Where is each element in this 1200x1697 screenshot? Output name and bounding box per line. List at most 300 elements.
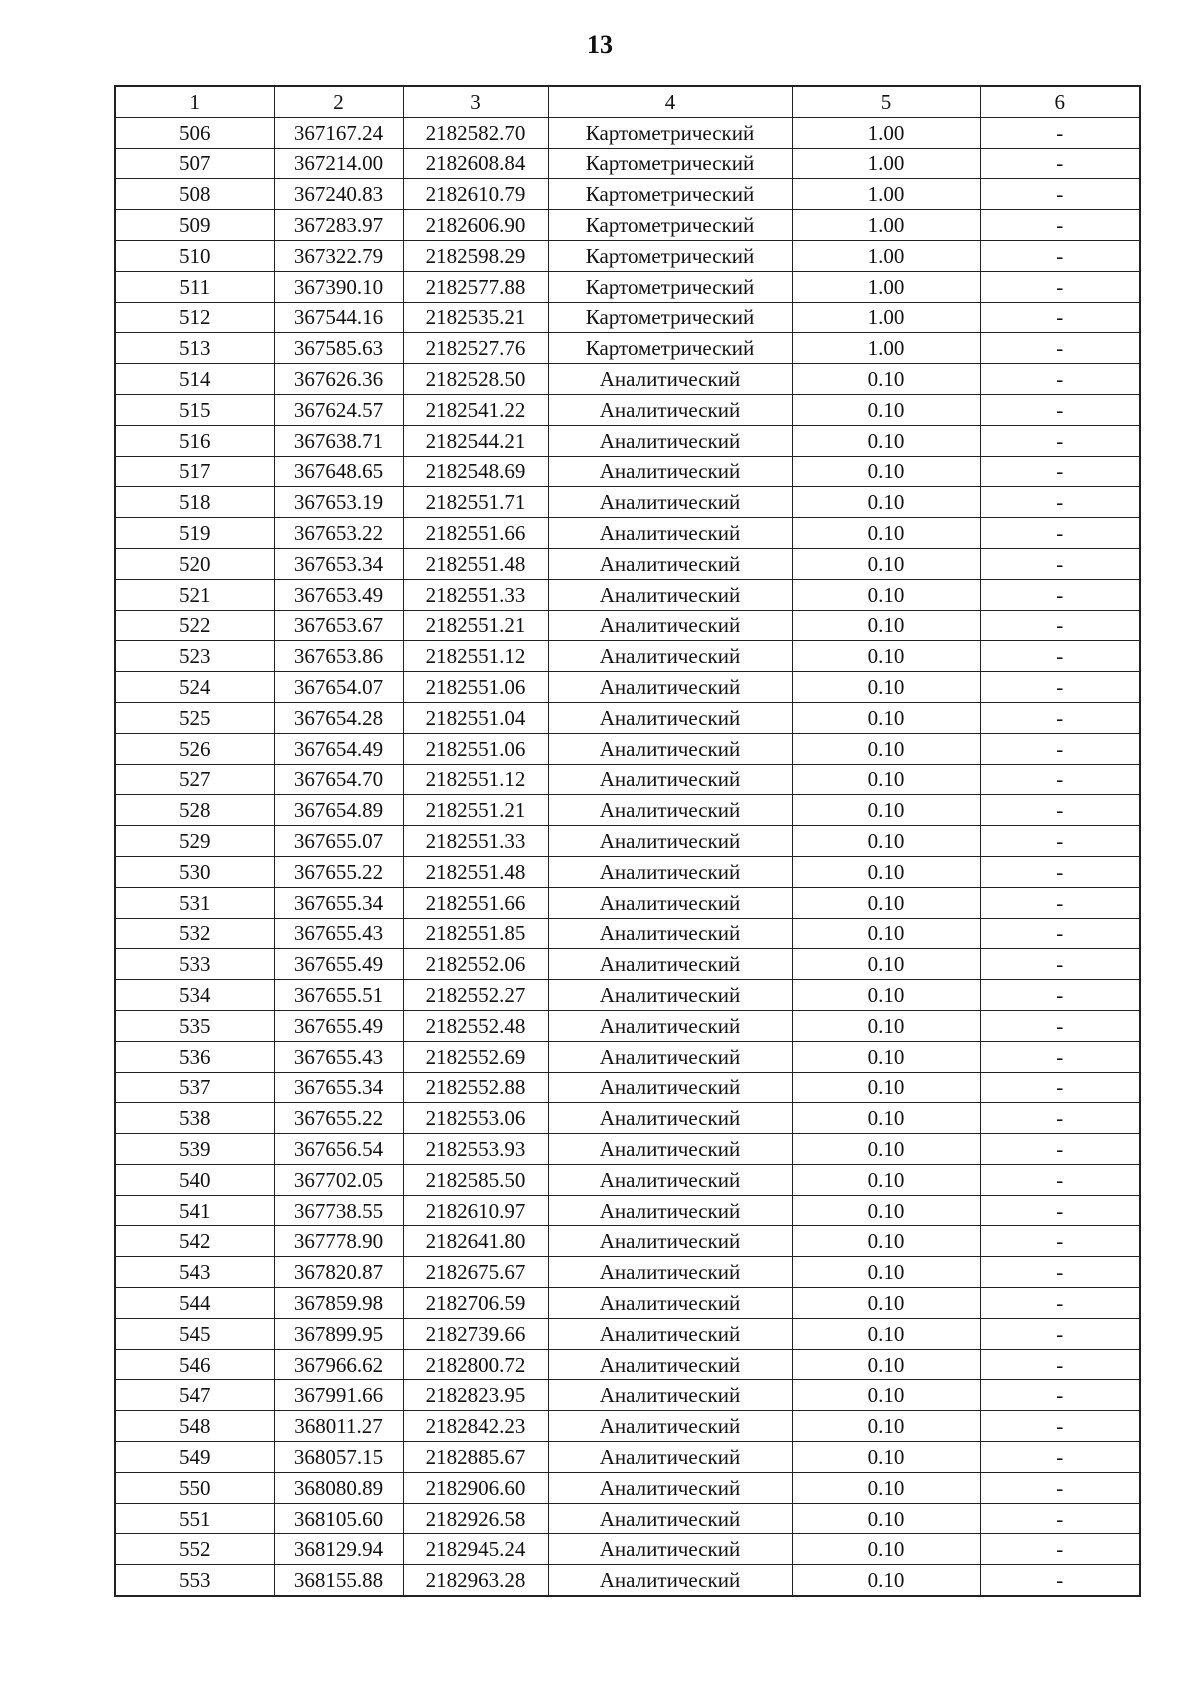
method-cell: Аналитический [548,949,792,980]
note-cell: - [980,1503,1140,1534]
accuracy-cell: 0.10 [792,1534,980,1565]
x-coordinate-cell: 367654.49 [274,733,403,764]
table-row [115,487,1140,518]
method-cell: Аналитический [548,487,792,518]
method-cell: Аналитический [548,1380,792,1411]
method-cell: Аналитический [548,456,792,487]
x-coordinate-cell: 367655.43 [274,918,403,949]
x-coordinate-cell: 367655.43 [274,1041,403,1072]
note-cell: - [980,117,1140,148]
x-coordinate-cell: 367991.66 [274,1380,403,1411]
y-coordinate-cell: 2182675.67 [403,1257,548,1288]
x-coordinate-cell: 367648.65 [274,456,403,487]
method-cell: Аналитический [548,1472,792,1503]
note-cell: - [980,425,1140,456]
point-number-cell: 529 [115,826,274,857]
x-coordinate-cell: 368129.94 [274,1534,403,1565]
method-cell: Аналитический [548,394,792,425]
point-number-cell: 542 [115,1226,274,1257]
accuracy-cell: 0.10 [792,1318,980,1349]
x-coordinate-cell: 367240.83 [274,179,403,210]
method-cell: Аналитический [548,1503,792,1534]
point-number-cell: 516 [115,425,274,456]
point-number-cell: 537 [115,1072,274,1103]
header-cell: 3 [403,86,548,117]
x-coordinate-cell: 367655.34 [274,1072,403,1103]
table-row [115,887,1140,918]
accuracy-cell: 0.10 [792,364,980,395]
table-row [115,117,1140,148]
accuracy-cell: 0.10 [792,641,980,672]
accuracy-cell: 0.10 [792,610,980,641]
y-coordinate-cell: 2182551.12 [403,764,548,795]
accuracy-cell: 1.00 [792,117,980,148]
y-coordinate-cell: 2182551.33 [403,579,548,610]
note-cell: - [980,826,1140,857]
note-cell: - [980,487,1140,518]
header-row [115,86,1140,117]
note-cell: - [980,1534,1140,1565]
y-coordinate-cell: 2182551.48 [403,856,548,887]
y-coordinate-cell: 2182963.28 [403,1565,548,1596]
table-row [115,1288,1140,1319]
point-number-cell: 536 [115,1041,274,1072]
table-row [115,394,1140,425]
method-cell: Аналитический [548,856,792,887]
header-cell: 2 [274,86,403,117]
accuracy-cell: 0.10 [792,1472,980,1503]
x-coordinate-cell: 367322.79 [274,240,403,271]
y-coordinate-cell: 2182885.67 [403,1442,548,1473]
y-coordinate-cell: 2182608.84 [403,148,548,179]
header-cell: 4 [548,86,792,117]
table-row [115,210,1140,241]
table-row [115,795,1140,826]
accuracy-cell: 0.10 [792,918,980,949]
table-row [115,240,1140,271]
accuracy-cell: 0.10 [792,425,980,456]
x-coordinate-cell: 367655.34 [274,887,403,918]
point-number-cell: 522 [115,610,274,641]
x-coordinate-cell: 368155.88 [274,1565,403,1596]
header-cell: 1 [115,86,274,117]
accuracy-cell: 0.10 [792,456,980,487]
note-cell: - [980,148,1140,179]
note-cell: - [980,1472,1140,1503]
x-coordinate-cell: 367654.07 [274,672,403,703]
accuracy-cell: 1.00 [792,179,980,210]
method-cell: Аналитический [548,826,792,857]
point-number-cell: 531 [115,887,274,918]
x-coordinate-cell: 367702.05 [274,1164,403,1195]
x-coordinate-cell: 367655.49 [274,1010,403,1041]
table-row [115,1164,1140,1195]
table-body [115,117,1140,1596]
table-row [115,1411,1140,1442]
note-cell: - [980,1072,1140,1103]
y-coordinate-cell: 2182551.21 [403,610,548,641]
x-coordinate-cell: 367653.34 [274,548,403,579]
note-cell: - [980,333,1140,364]
method-cell: Аналитический [548,1349,792,1380]
accuracy-cell: 0.10 [792,579,980,610]
accuracy-cell: 0.10 [792,1380,980,1411]
method-cell: Аналитический [548,364,792,395]
note-cell: - [980,1349,1140,1380]
table-row [115,1565,1140,1596]
method-cell: Аналитический [548,702,792,733]
table-row [115,826,1140,857]
x-coordinate-cell: 367585.63 [274,333,403,364]
accuracy-cell: 1.00 [792,271,980,302]
y-coordinate-cell: 2182541.22 [403,394,548,425]
y-coordinate-cell: 2182551.12 [403,641,548,672]
y-coordinate-cell: 2182552.27 [403,980,548,1011]
accuracy-cell: 0.10 [792,764,980,795]
x-coordinate-cell: 367778.90 [274,1226,403,1257]
y-coordinate-cell: 2182610.79 [403,179,548,210]
y-coordinate-cell: 2182551.06 [403,733,548,764]
note-cell: - [980,456,1140,487]
x-coordinate-cell: 367859.98 [274,1288,403,1319]
x-coordinate-cell: 367899.95 [274,1318,403,1349]
y-coordinate-cell: 2182553.93 [403,1134,548,1165]
method-cell: Картометрический [548,271,792,302]
x-coordinate-cell: 367654.70 [274,764,403,795]
x-coordinate-cell: 367390.10 [274,271,403,302]
y-coordinate-cell: 2182823.95 [403,1380,548,1411]
method-cell: Аналитический [548,672,792,703]
x-coordinate-cell: 367655.51 [274,980,403,1011]
point-number-cell: 510 [115,240,274,271]
accuracy-cell: 0.10 [792,949,980,980]
accuracy-cell: 0.10 [792,1072,980,1103]
point-number-cell: 545 [115,1318,274,1349]
x-coordinate-cell: 367653.22 [274,518,403,549]
note-cell: - [980,672,1140,703]
y-coordinate-cell: 2182553.06 [403,1103,548,1134]
x-coordinate-cell: 368011.27 [274,1411,403,1442]
y-coordinate-cell: 2182551.66 [403,518,548,549]
table-row [115,918,1140,949]
accuracy-cell: 0.10 [792,826,980,857]
y-coordinate-cell: 2182544.21 [403,425,548,456]
y-coordinate-cell: 2182552.06 [403,949,548,980]
x-coordinate-cell: 367214.00 [274,148,403,179]
point-number-cell: 515 [115,394,274,425]
accuracy-cell: 0.10 [792,887,980,918]
point-number-cell: 548 [115,1411,274,1442]
accuracy-cell: 0.10 [792,1134,980,1165]
x-coordinate-cell: 367653.49 [274,579,403,610]
table-row [115,548,1140,579]
point-number-cell: 530 [115,856,274,887]
accuracy-cell: 1.00 [792,240,980,271]
note-cell: - [980,1565,1140,1596]
page-number: 13 [587,30,613,59]
point-number-cell: 541 [115,1195,274,1226]
method-cell: Аналитический [548,641,792,672]
note-cell: - [980,1195,1140,1226]
note-cell: - [980,1134,1140,1165]
note-cell: - [980,918,1140,949]
point-number-cell: 546 [115,1349,274,1380]
accuracy-cell: 0.10 [792,518,980,549]
table-row [115,456,1140,487]
method-cell: Аналитический [548,610,792,641]
method-cell: Аналитический [548,1257,792,1288]
point-number-cell: 553 [115,1565,274,1596]
point-number-cell: 550 [115,1472,274,1503]
y-coordinate-cell: 2182551.21 [403,795,548,826]
table-row [115,1226,1140,1257]
note-cell: - [980,1380,1140,1411]
accuracy-cell: 0.10 [792,980,980,1011]
y-coordinate-cell: 2182552.69 [403,1041,548,1072]
note-cell: - [980,302,1140,333]
note-cell: - [980,1442,1140,1473]
point-number-cell: 511 [115,271,274,302]
accuracy-cell: 1.00 [792,302,980,333]
y-coordinate-cell: 2182527.76 [403,333,548,364]
point-number-cell: 518 [115,487,274,518]
y-coordinate-cell: 2182551.71 [403,487,548,518]
table-row [115,733,1140,764]
method-cell: Аналитический [548,795,792,826]
accuracy-cell: 0.10 [792,1503,980,1534]
accuracy-cell: 0.10 [792,702,980,733]
method-cell: Аналитический [548,918,792,949]
table-row [115,1103,1140,1134]
accuracy-cell: 0.10 [792,1010,980,1041]
y-coordinate-cell: 2182577.88 [403,271,548,302]
accuracy-cell: 0.10 [792,795,980,826]
method-cell: Аналитический [548,1134,792,1165]
accuracy-cell: 0.10 [792,1565,980,1596]
y-coordinate-cell: 2182906.60 [403,1472,548,1503]
x-coordinate-cell: 367654.89 [274,795,403,826]
x-coordinate-cell: 367655.22 [274,1103,403,1134]
note-cell: - [980,579,1140,610]
note-cell: - [980,764,1140,795]
x-coordinate-cell: 367655.22 [274,856,403,887]
note-cell: - [980,364,1140,395]
note-cell: - [980,887,1140,918]
note-cell: - [980,394,1140,425]
method-cell: Аналитический [548,1010,792,1041]
x-coordinate-cell: 368057.15 [274,1442,403,1473]
table-row [115,333,1140,364]
point-number-cell: 539 [115,1134,274,1165]
point-number-cell: 514 [115,364,274,395]
y-coordinate-cell: 2182606.90 [403,210,548,241]
point-number-cell: 538 [115,1103,274,1134]
table-row [115,271,1140,302]
table-row [115,1195,1140,1226]
y-coordinate-cell: 2182598.29 [403,240,548,271]
accuracy-cell: 0.10 [792,1195,980,1226]
note-cell: - [980,240,1140,271]
note-cell: - [980,1041,1140,1072]
x-coordinate-cell: 367626.36 [274,364,403,395]
y-coordinate-cell: 2182945.24 [403,1534,548,1565]
note-cell: - [980,210,1140,241]
note-cell: - [980,702,1140,733]
table-row [115,1442,1140,1473]
table-row [115,856,1140,887]
method-cell: Аналитический [548,548,792,579]
note-cell: - [980,641,1140,672]
table-row [115,1534,1140,1565]
method-cell: Аналитический [548,980,792,1011]
x-coordinate-cell: 367738.55 [274,1195,403,1226]
point-number-cell: 533 [115,949,274,980]
x-coordinate-cell: 368080.89 [274,1472,403,1503]
y-coordinate-cell: 2182739.66 [403,1318,548,1349]
method-cell: Аналитический [548,1411,792,1442]
point-number-cell: 512 [115,302,274,333]
x-coordinate-cell: 367624.57 [274,394,403,425]
table-row [115,1318,1140,1349]
method-cell: Картометрический [548,179,792,210]
point-number-cell: 552 [115,1534,274,1565]
point-number-cell: 526 [115,733,274,764]
x-coordinate-cell: 367655.49 [274,949,403,980]
accuracy-cell: 1.00 [792,148,980,179]
accuracy-cell: 0.10 [792,548,980,579]
x-coordinate-cell: 367656.54 [274,1134,403,1165]
method-cell: Аналитический [548,425,792,456]
table-row [115,148,1140,179]
point-number-cell: 519 [115,518,274,549]
y-coordinate-cell: 2182706.59 [403,1288,548,1319]
x-coordinate-cell: 367820.87 [274,1257,403,1288]
accuracy-cell: 0.10 [792,487,980,518]
table-row [115,1041,1140,1072]
point-number-cell: 507 [115,148,274,179]
y-coordinate-cell: 2182535.21 [403,302,548,333]
x-coordinate-cell: 367653.67 [274,610,403,641]
accuracy-cell: 0.10 [792,856,980,887]
y-coordinate-cell: 2182551.48 [403,548,548,579]
method-cell: Аналитический [548,1442,792,1473]
method-cell: Картометрический [548,333,792,364]
note-cell: - [980,1257,1140,1288]
table-row [115,764,1140,795]
table-row [115,518,1140,549]
table-row [115,179,1140,210]
note-cell: - [980,271,1140,302]
accuracy-cell: 0.10 [792,1442,980,1473]
y-coordinate-cell: 2182551.04 [403,702,548,733]
accuracy-cell: 0.10 [792,1103,980,1134]
header-cell: 5 [792,86,980,117]
point-number-cell: 524 [115,672,274,703]
table-row [115,702,1140,733]
point-number-cell: 527 [115,764,274,795]
point-number-cell: 509 [115,210,274,241]
x-coordinate-cell: 367283.97 [274,210,403,241]
note-cell: - [980,1411,1140,1442]
y-coordinate-cell: 2182528.50 [403,364,548,395]
method-cell: Аналитический [548,887,792,918]
y-coordinate-cell: 2182800.72 [403,1349,548,1380]
note-cell: - [980,949,1140,980]
y-coordinate-cell: 2182551.66 [403,887,548,918]
y-coordinate-cell: 2182551.85 [403,918,548,949]
accuracy-cell: 0.10 [792,1226,980,1257]
note-cell: - [980,1226,1140,1257]
method-cell: Картометрический [548,210,792,241]
method-cell: Аналитический [548,518,792,549]
point-number-cell: 528 [115,795,274,826]
y-coordinate-cell: 2182548.69 [403,456,548,487]
point-number-cell: 549 [115,1442,274,1473]
x-coordinate-cell: 367653.19 [274,487,403,518]
y-coordinate-cell: 2182641.80 [403,1226,548,1257]
method-cell: Аналитический [548,1534,792,1565]
method-cell: Аналитический [548,1195,792,1226]
method-cell: Картометрический [548,148,792,179]
x-coordinate-cell: 367544.16 [274,302,403,333]
note-cell: - [980,795,1140,826]
y-coordinate-cell: 2182551.33 [403,826,548,857]
point-number-cell: 532 [115,918,274,949]
accuracy-cell: 0.10 [792,733,980,764]
x-coordinate-cell: 367654.28 [274,702,403,733]
y-coordinate-cell: 2182551.06 [403,672,548,703]
table-row [115,1472,1140,1503]
table-row [115,364,1140,395]
point-number-cell: 520 [115,548,274,579]
method-cell: Картометрический [548,240,792,271]
method-cell: Аналитический [548,579,792,610]
x-coordinate-cell: 368105.60 [274,1503,403,1534]
accuracy-cell: 0.10 [792,672,980,703]
x-coordinate-cell: 367653.86 [274,641,403,672]
note-cell: - [980,518,1140,549]
point-number-cell: 525 [115,702,274,733]
note-cell: - [980,1288,1140,1319]
table-row [115,1380,1140,1411]
note-cell: - [980,1103,1140,1134]
table-row [115,1010,1140,1041]
note-cell: - [980,610,1140,641]
method-cell: Аналитический [548,733,792,764]
note-cell: - [980,548,1140,579]
method-cell: Аналитический [548,1318,792,1349]
point-number-cell: 517 [115,456,274,487]
table-row [115,610,1140,641]
method-cell: Аналитический [548,1041,792,1072]
point-number-cell: 543 [115,1257,274,1288]
method-cell: Аналитический [548,1288,792,1319]
x-coordinate-cell: 367167.24 [274,117,403,148]
point-number-cell: 547 [115,1380,274,1411]
method-cell: Аналитический [548,1072,792,1103]
table-row [115,980,1140,1011]
table-row [115,1349,1140,1380]
note-cell: - [980,1164,1140,1195]
y-coordinate-cell: 2182585.50 [403,1164,548,1195]
table-row [115,1134,1140,1165]
accuracy-cell: 0.10 [792,1257,980,1288]
accuracy-cell: 1.00 [792,333,980,364]
method-cell: Аналитический [548,1565,792,1596]
point-number-cell: 540 [115,1164,274,1195]
table-row [115,302,1140,333]
table-row [115,641,1140,672]
